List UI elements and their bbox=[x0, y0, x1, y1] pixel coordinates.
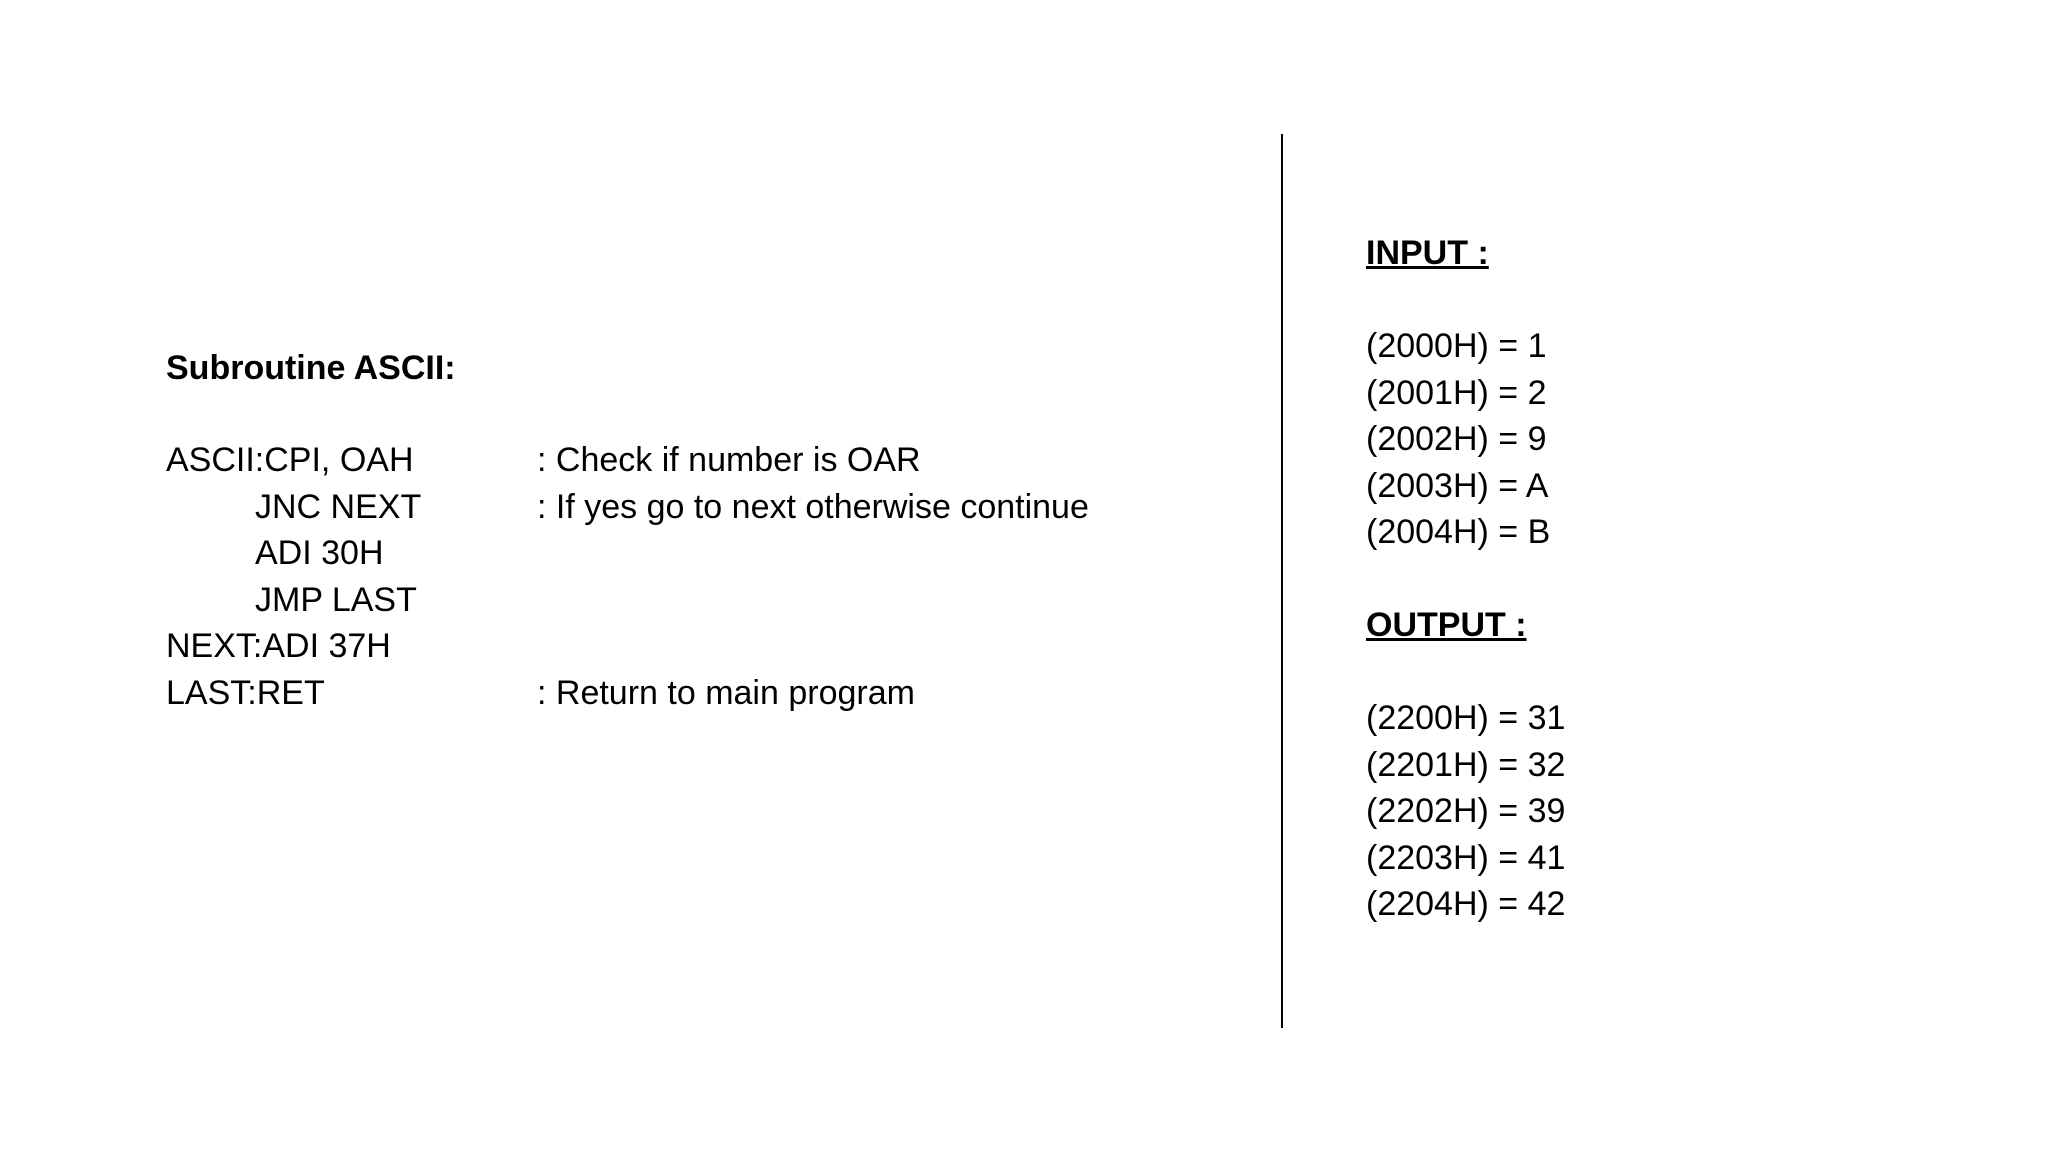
input-value: (2000H) = 1 bbox=[1366, 327, 1547, 365]
code-line bbox=[166, 577, 1266, 624]
code-comment: : Return to main program bbox=[537, 673, 915, 712]
code-comment: : If yes go to next otherwise continue bbox=[537, 487, 1089, 526]
input-value: (2003H) = A bbox=[1366, 466, 1549, 505]
code-instruction: ADI 30H bbox=[255, 534, 384, 572]
code-instruction: LAST:RET bbox=[166, 673, 325, 712]
output-title: OUTPUT : bbox=[1366, 606, 1527, 644]
input-value: (2002H) = 9 bbox=[1366, 420, 1547, 458]
output-value: (2200H) = 31 bbox=[1366, 699, 1566, 737]
subroutine-section bbox=[166, 345, 1266, 716]
code-instruction: NEXT:ADI 37H bbox=[166, 627, 391, 665]
output-value: (2201H) = 32 bbox=[1366, 745, 1566, 784]
code-instruction: JMP LAST bbox=[255, 580, 417, 619]
code-line bbox=[166, 484, 1266, 531]
vertical-divider bbox=[1281, 134, 1283, 1028]
section-spacer bbox=[1366, 556, 1926, 603]
code-instruction: ASCII:CPI, OAH bbox=[166, 441, 414, 479]
code-line bbox=[166, 530, 1266, 577]
input-value: (2004H) = B bbox=[1366, 513, 1551, 551]
code-comment: : Check if number is OAR bbox=[537, 441, 921, 479]
code-listing bbox=[166, 437, 1266, 716]
code-line bbox=[166, 670, 1266, 717]
code-instruction: JNC NEXT bbox=[255, 487, 422, 526]
subroutine-title: Subroutine ASCII: bbox=[166, 349, 456, 387]
output-values bbox=[1366, 695, 1926, 928]
output-value: (2202H) = 39 bbox=[1366, 792, 1566, 830]
code-line bbox=[166, 437, 1266, 484]
input-value: (2001H) = 2 bbox=[1366, 373, 1547, 412]
input-title: INPUT : bbox=[1366, 234, 1489, 272]
output-value: (2204H) = 42 bbox=[1366, 885, 1566, 923]
input-values bbox=[1366, 323, 1926, 556]
output-value: (2203H) = 41 bbox=[1366, 838, 1566, 877]
code-line bbox=[166, 623, 1266, 670]
io-section bbox=[1366, 230, 1926, 928]
